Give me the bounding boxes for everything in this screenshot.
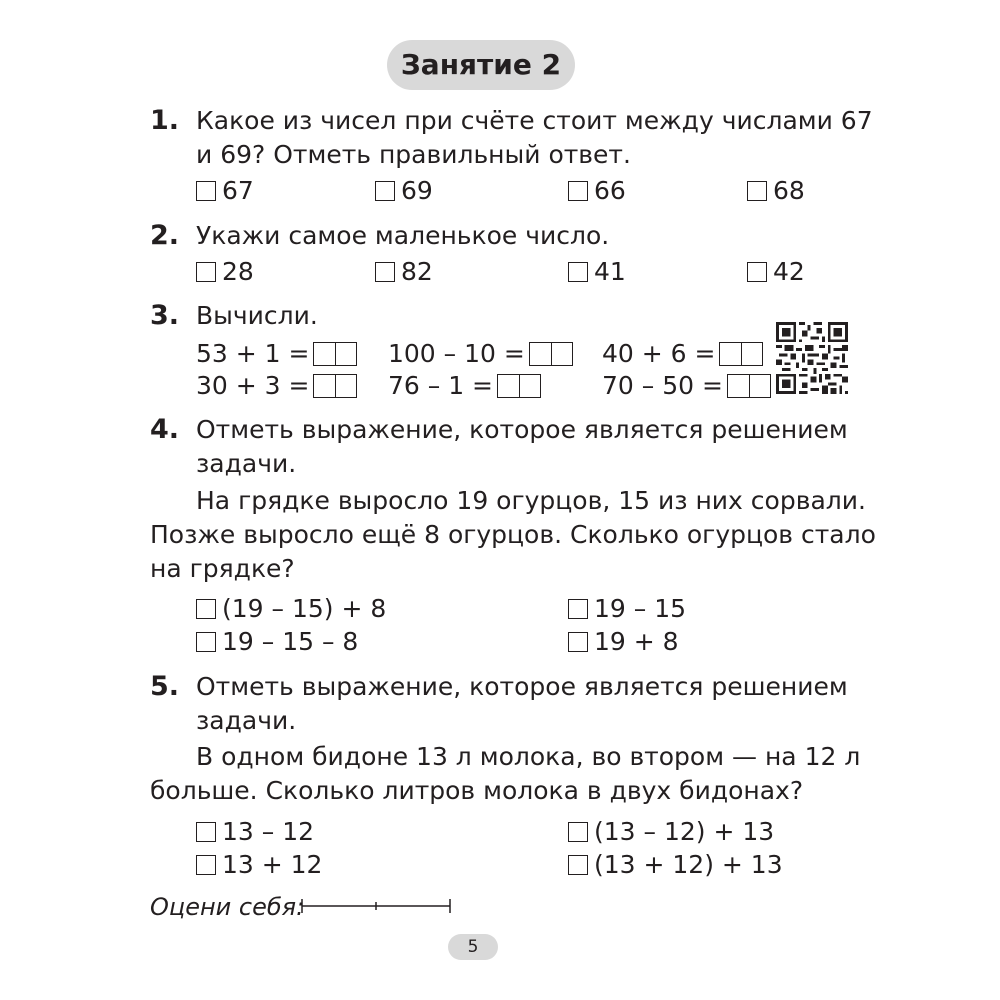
checkbox-icon[interactable]	[568, 599, 588, 619]
checkbox-icon[interactable]	[196, 822, 216, 842]
task-1-option-4[interactable]: 68	[747, 174, 805, 208]
page-number: 5	[448, 934, 498, 960]
task-5-option-2[interactable]: (13 – 12) + 13	[568, 815, 774, 849]
task-2-option-2[interactable]: 82	[375, 255, 433, 289]
task-4-problem-line-1: На грядке выросло 19 огурцов, 15 из них сорвали.	[196, 486, 866, 515]
checkbox-icon[interactable]	[568, 262, 588, 282]
task-3-expression-3: 40 + 6 =	[602, 337, 763, 371]
checkbox-icon[interactable]	[568, 632, 588, 652]
task-1-option-3[interactable]: 66	[568, 174, 626, 208]
task-1-option-2[interactable]: 69	[375, 174, 433, 208]
task-5-number: 5.	[150, 671, 180, 702]
answer-box[interactable]	[313, 342, 357, 366]
checkbox-icon[interactable]	[568, 181, 588, 201]
task-4-text-line-1: Отметь выражение, которое является решением	[196, 415, 848, 444]
checkbox-icon[interactable]	[568, 822, 588, 842]
checkbox-icon[interactable]	[196, 262, 216, 282]
answer-box[interactable]	[529, 342, 573, 366]
task-5-problem-line-1: В одном бидоне 13 л молока, во втором — на 12 л	[196, 742, 861, 771]
task-2-option-4[interactable]: 42	[747, 255, 805, 289]
task-5-text-line-1: Отметь выражение, которое является решением	[196, 672, 848, 701]
task-1-option-1[interactable]: 67	[196, 174, 254, 208]
task-4-option-2[interactable]: 19 – 15	[568, 592, 686, 626]
task-5-problem-line-2: больше. Сколько литров молока в двух бидонах?	[150, 776, 804, 805]
self-assessment-label: Оцени себя:	[150, 893, 305, 921]
checkbox-icon[interactable]	[747, 181, 767, 201]
checkbox-icon[interactable]	[375, 181, 395, 201]
task-5-option-1[interactable]: 13 – 12	[196, 815, 314, 849]
task-3-expression-4: 30 + 3 =	[196, 369, 357, 403]
task-4-option-4[interactable]: 19 + 8	[568, 625, 679, 659]
task-4-text-line-2: задачи.	[196, 449, 297, 478]
task-4-problem-line-2: Позже выросло ещё 8 огурцов. Сколько огурцов стало	[150, 520, 876, 549]
task-2-number: 2.	[150, 220, 180, 251]
task-5-option-3[interactable]: 13 + 12	[196, 848, 322, 882]
task-4-option-3[interactable]: 19 – 15 – 8	[196, 625, 358, 659]
checkbox-icon[interactable]	[196, 855, 216, 875]
task-1-text-line-1: Какое из чисел при счёте стоит между числами 67	[196, 106, 873, 135]
task-3-expression-5: 76 – 1 =	[388, 369, 541, 403]
checkbox-icon[interactable]	[196, 181, 216, 201]
task-1-number: 1.	[150, 105, 180, 136]
task-4-problem-line-3: на грядке?	[150, 554, 295, 583]
task-2-text: Укажи самое маленькое число.	[196, 221, 610, 250]
task-4-option-1[interactable]: (19 – 15) + 8	[196, 592, 386, 626]
checkbox-icon[interactable]	[196, 632, 216, 652]
task-2-option-1[interactable]: 28	[196, 255, 254, 289]
answer-box[interactable]	[497, 374, 541, 398]
checkbox-icon[interactable]	[568, 855, 588, 875]
task-5-text-line-2: задачи.	[196, 706, 297, 735]
task-3-expression-2: 100 – 10 =	[388, 337, 573, 371]
task-3-number: 3.	[150, 300, 180, 331]
task-4-number: 4.	[150, 414, 180, 445]
task-3-expression-1: 53 + 1 =	[196, 337, 357, 371]
checkbox-icon[interactable]	[747, 262, 767, 282]
answer-box[interactable]	[313, 374, 357, 398]
task-2-option-3[interactable]: 41	[568, 255, 626, 289]
page-title: Занятие 2	[387, 40, 575, 90]
checkbox-icon[interactable]	[375, 262, 395, 282]
task-5-option-4[interactable]: (13 + 12) + 13	[568, 848, 783, 882]
qr-code-icon	[776, 322, 848, 394]
self-assessment-scale[interactable]	[300, 896, 452, 916]
task-3-expression-6: 70 – 50 =	[602, 369, 771, 403]
checkbox-icon[interactable]	[196, 599, 216, 619]
task-3-text: Вычисли.	[196, 301, 318, 330]
answer-box[interactable]	[727, 374, 771, 398]
answer-box[interactable]	[719, 342, 763, 366]
task-1-text-line-2: и 69? Отметь правильный ответ.	[196, 140, 631, 169]
